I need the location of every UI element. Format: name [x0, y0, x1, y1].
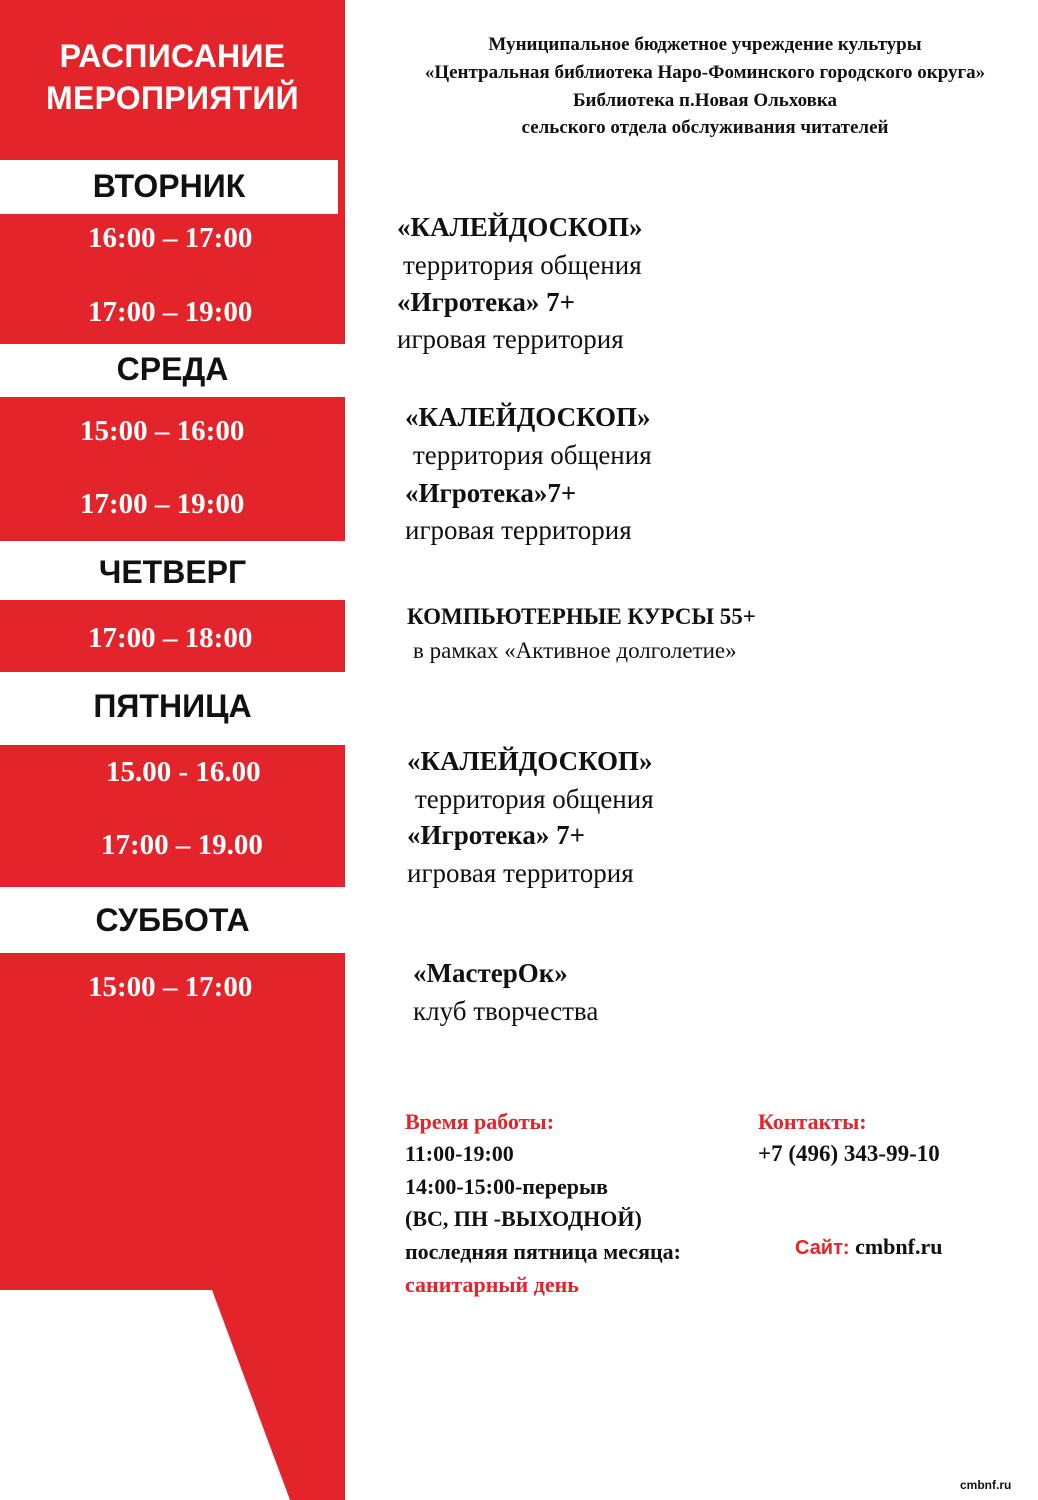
contacts-site-row [795, 1234, 942, 1260]
day-thursday: ЧЕТВЕРГ [98, 554, 247, 590]
site-label: Сайт: [795, 1237, 850, 1259]
time-slot: 15.00 - 16.00 [106, 756, 261, 788]
hours-line-3: (ВС, ПН -ВЫХОДНОЙ) [405, 1206, 642, 1231]
schedule-title-line-2: МЕРОПРИЯТИЙ [45, 80, 299, 116]
watermark: cmbnf.ru [960, 1478, 1012, 1492]
time-slot: 15:00 – 16:00 [80, 415, 245, 447]
header-line-2: «Центральная библиотека Наро-Фоминского городского округа» [424, 62, 986, 83]
event-subtitle: игровая территория [397, 324, 624, 354]
hours-sanitary-day: санитарный день [405, 1272, 579, 1297]
header-line-4: сельского отдела обслуживания читателей [521, 117, 889, 138]
event-subtitle: территория общения [413, 440, 652, 470]
event-subtitle: в рамках «Активное долголетие» [413, 638, 737, 663]
contacts-phone: +7 (496) 343-99-10 [758, 1141, 940, 1166]
header-line-1: Муниципальное бюджетное учреждение культуры [488, 34, 922, 55]
hours-line-1: 11:00-19:00 [405, 1141, 514, 1166]
header-line-3: Библиотека п.Новая Ольховка [572, 90, 838, 111]
site-link[interactable]: cmbnf.ru [855, 1234, 943, 1259]
event-title: «КАЛЕЙДОСКОП» [397, 212, 643, 242]
event-title: «КАЛЕЙДОСКОП» [405, 402, 651, 432]
time-slot: 16:00 – 17:00 [88, 222, 253, 254]
event-title: «Игротека» 7+ [407, 820, 585, 850]
event-subtitle: территория общения [415, 784, 654, 814]
time-slot: 17:00 – 19.00 [101, 829, 263, 861]
hours-line-4: последняя пятница месяца: [405, 1239, 681, 1264]
event-title: «МастерОк» [413, 958, 568, 988]
schedule-title-line-1: РАСПИСАНИЕ [59, 38, 286, 74]
hours-label: Время работы: [405, 1109, 555, 1134]
time-slot: 15:00 – 17:00 [88, 971, 253, 1003]
event-title: «КАЛЕЙДОСКОП» [407, 746, 653, 776]
day-wednesday: СРЕДА [116, 351, 229, 387]
event-title: КОМПЬЮТЕРНЫЕ КУРСЫ 55+ [407, 604, 756, 629]
event-subtitle: игровая территория [407, 858, 634, 888]
day-saturday: СУББОТА [95, 902, 250, 938]
event-title: «Игротека»7+ [405, 478, 577, 508]
event-subtitle: игровая территория [405, 515, 632, 545]
day-friday: ПЯТНИЦА [93, 688, 252, 724]
contacts-label: Контакты: [758, 1109, 867, 1134]
time-slot: 17:00 – 19:00 [88, 296, 253, 328]
time-slot: 17:00 – 19:00 [80, 488, 245, 520]
event-subtitle: территория общения [403, 250, 642, 280]
event-subtitle: клуб творчества [413, 996, 599, 1026]
day-tuesday: ВТОРНИК [92, 168, 246, 204]
hours-line-2: 14:00-15:00-перерыв [405, 1174, 609, 1199]
event-title: «Игротека» 7+ [397, 287, 575, 317]
time-slot: 17:00 – 18:00 [88, 622, 253, 654]
